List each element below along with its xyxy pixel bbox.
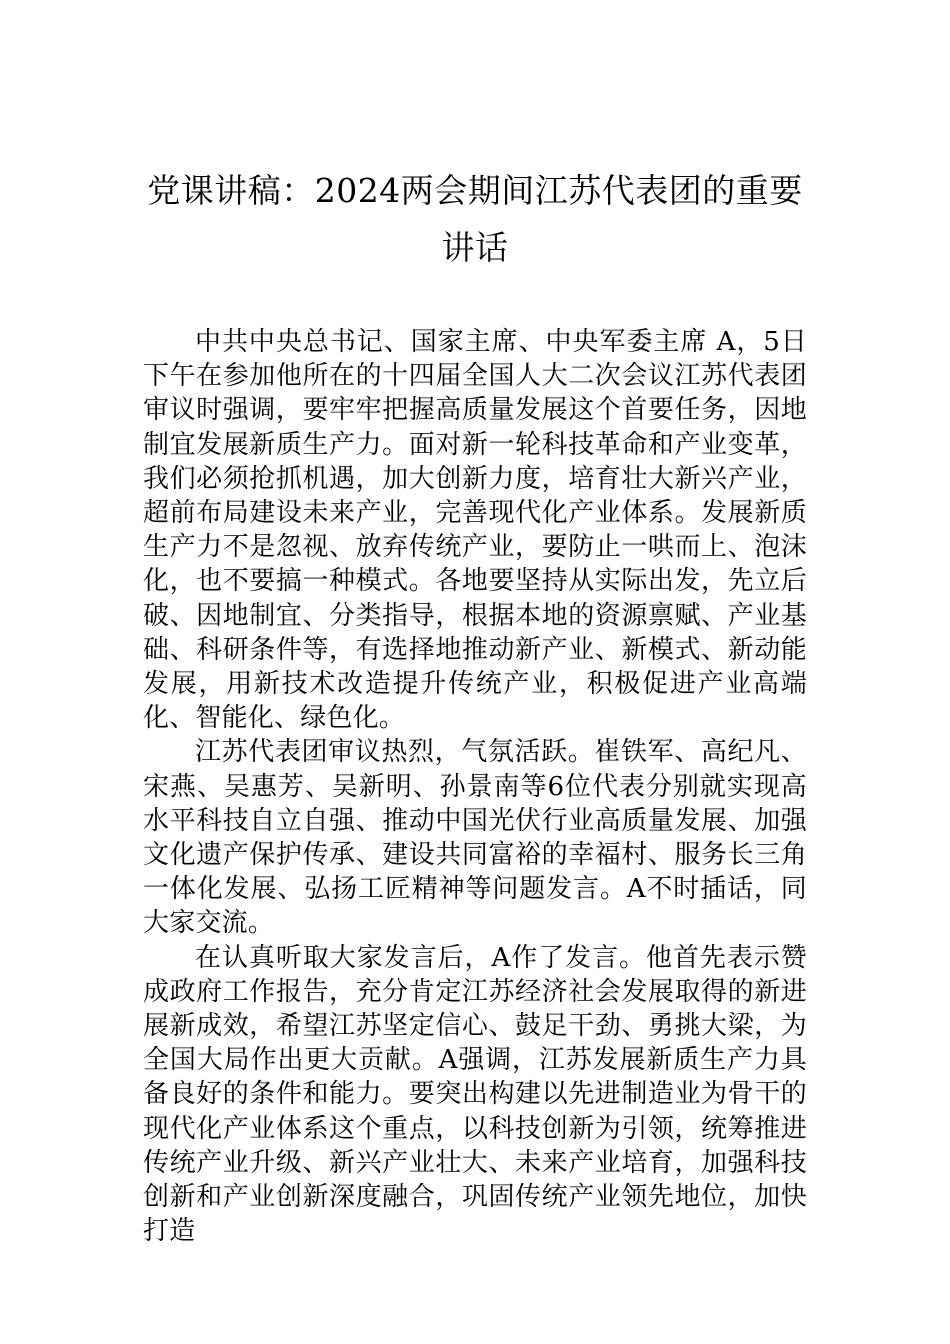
body-paragraph-3: 在认真听取大家发言后，A作了发言。他首先表示赞成政府工作报告，充分肯定江苏经济社会发展取得的新进展新成效，希望江苏坚定信心、鼓足干劲、勇挑大梁，为全国大局作出更大贡献。A强调，江苏发展新质生产力具备良好的条件和能力。要突出构建以先进制造业为骨干的现代化产业体系这个重点，以科技创新为引领，统筹推进传统产业升级、新兴产业壮大、未来产业培育，加强科技创新和产业创新深度融合，巩固传统产业领先地位，加快打造: [143, 942, 807, 1247]
document-title: 党课讲稿：2024两会期间江苏代表团的重要讲话: [147, 171, 803, 267]
document-body: [143, 325, 807, 1248]
body-paragraph-1: 中共中央总书记、国家主席、中央军委主席 A，5日下午在参加他所在的十四届全国人大二次会议江苏代表团审议时强调，要牢牢把握高质量发展这个首要任务，因地制宜发展新质生产力。面对新一轮科技革命和产业变革，我们必须抢抓机遇，加大创新力度，培育壮大新兴产业，超前布局建设未来产业，完善现代化产业体系。发展新质生产力不是忽视、放弃传统产业，要防止一哄而上、泡沫化，也不要搞一种模式。各地要坚持从实际出发，先立后破、因地制宜、分类指导，根据本地的资源禀赋、产业基础、科研条件等，有选择地推动新产业、新模式、新动能发展，用新技术改造提升传统产业，积极促进产业高端化、智能化、绿色化。: [143, 327, 807, 734]
body-paragraph-2: 江苏代表团审议热烈，气氛活跃。崔铁军、高纪凡、宋燕、吴惠芳、吴新明、孙景南等6位代表分别就实现高水平科技自立自强、推动中国光伏行业高质量发展、加强文化遗产保护传承、建设共同富裕的幸福村、服务长三角一体化发展、弘扬工匠精神等问题发言。A不时插话，同大家交流。: [143, 737, 807, 939]
